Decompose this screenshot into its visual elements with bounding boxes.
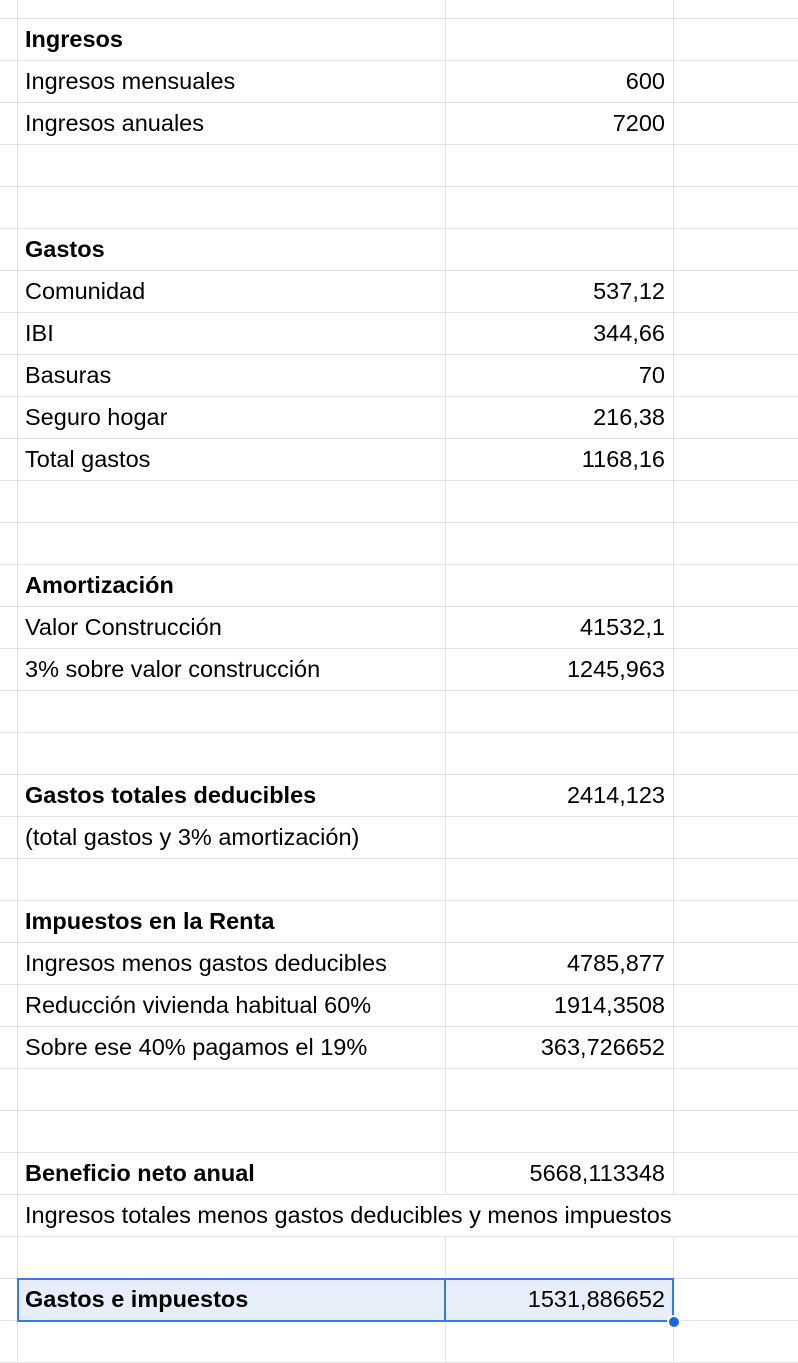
cell-label[interactable]: Gastos totales deducibles <box>25 782 317 808</box>
cell-value[interactable] <box>446 481 673 522</box>
cell-empty[interactable] <box>674 1237 798 1278</box>
cell-empty[interactable] <box>674 439 798 480</box>
cell-label[interactable]: IBI <box>25 320 54 346</box>
cell-empty[interactable] <box>674 103 798 144</box>
cell-value[interactable] <box>446 1069 673 1110</box>
cell-value[interactable] <box>446 145 673 186</box>
cell-label[interactable]: Ingresos <box>25 26 123 52</box>
cell-value[interactable] <box>446 565 673 606</box>
table-row <box>0 355 798 397</box>
cell-label[interactable]: Ingresos totales menos gastos deducibles y menos impuestos <box>18 1195 798 1236</box>
table-row <box>0 565 798 607</box>
cell-value[interactable] <box>446 733 673 774</box>
cell-label[interactable]: Ingresos anuales <box>25 110 204 136</box>
cell-label[interactable] <box>18 481 445 522</box>
cell-empty[interactable] <box>674 1153 798 1194</box>
cell-empty[interactable] <box>674 859 798 900</box>
cell-value[interactable] <box>446 19 673 60</box>
table-row <box>0 271 798 313</box>
table-row <box>0 817 798 859</box>
cell-label[interactable]: Ingresos menos gastos deducibles <box>25 950 387 976</box>
cell-empty[interactable] <box>674 313 798 354</box>
cell-label[interactable] <box>18 523 445 564</box>
table-row <box>0 1153 798 1195</box>
table-row <box>0 607 798 649</box>
table-row <box>0 397 798 439</box>
cell-value[interactable]: 5668,113348 <box>529 1160 665 1186</box>
cell-value[interactable]: 1245,963 <box>566 656 665 682</box>
table-row <box>0 187 798 229</box>
cell-label[interactable] <box>18 187 445 228</box>
cell-value[interactable] <box>446 0 673 18</box>
cell-value[interactable]: 1168,16 <box>581 446 665 472</box>
cell-empty[interactable] <box>674 817 798 858</box>
cell-empty[interactable] <box>674 607 798 648</box>
table-row <box>0 649 798 691</box>
cell-label[interactable] <box>18 1237 445 1278</box>
cell-empty[interactable] <box>674 1111 798 1152</box>
cell-value[interactable] <box>446 1237 673 1278</box>
cell-value[interactable]: 41532,1 <box>580 614 665 640</box>
cell-label[interactable] <box>18 1111 445 1152</box>
cell-value[interactable] <box>446 691 673 732</box>
cell-empty[interactable] <box>674 355 798 396</box>
cell-empty[interactable] <box>674 271 798 312</box>
cell-empty[interactable] <box>674 1027 798 1068</box>
cell-empty[interactable] <box>674 985 798 1026</box>
cell-empty[interactable] <box>674 187 798 228</box>
table-row <box>0 313 798 355</box>
table-row <box>0 0 798 19</box>
cell-value[interactable] <box>446 817 673 858</box>
cell-value[interactable] <box>446 901 673 942</box>
cell-value[interactable]: 344,66 <box>593 320 665 346</box>
cell-label[interactable]: Gastos e impuestos <box>18 1279 445 1320</box>
cell-value[interactable] <box>446 859 673 900</box>
cell-label[interactable] <box>18 859 445 900</box>
cell-empty[interactable] <box>674 649 798 690</box>
cell-value[interactable]: 537,12 <box>593 278 665 304</box>
cell-label[interactable]: Comunidad <box>25 278 146 304</box>
table-row <box>0 19 798 61</box>
cell-label[interactable] <box>18 1321 445 1362</box>
table-row <box>0 985 798 1027</box>
cell-empty[interactable] <box>674 19 798 60</box>
table-row <box>0 1279 798 1321</box>
cell-empty[interactable] <box>674 1321 798 1362</box>
cell-value[interactable]: 216,38 <box>593 404 665 430</box>
cell-empty[interactable] <box>674 61 798 102</box>
cell-value[interactable]: 1531,886652 <box>446 1279 673 1320</box>
cell-value[interactable] <box>446 1321 673 1362</box>
table-row <box>0 229 798 271</box>
cell-label[interactable]: Seguro hogar <box>25 404 168 430</box>
cell-empty[interactable] <box>674 943 798 984</box>
table-row <box>0 901 798 943</box>
table-row <box>0 145 798 187</box>
cell-label[interactable]: Ingresos mensuales <box>25 68 236 94</box>
cell-empty[interactable] <box>674 229 798 270</box>
cell-value[interactable]: 70 <box>638 362 665 388</box>
table-row <box>0 1195 798 1237</box>
cell-label[interactable] <box>18 691 445 732</box>
cell-label[interactable] <box>18 145 445 186</box>
cell-label[interactable]: Total gastos <box>25 446 151 472</box>
cell-label[interactable]: 3% sobre valor construcción <box>25 656 321 682</box>
table-row <box>0 1321 798 1363</box>
cell-label[interactable] <box>18 733 445 774</box>
cell-label[interactable] <box>18 1069 445 1110</box>
cell-label[interactable]: Gastos <box>25 236 105 262</box>
cell-empty[interactable] <box>674 1069 798 1110</box>
table-row <box>0 439 798 481</box>
cell-value[interactable]: 7200 <box>612 110 665 136</box>
cell-value[interactable]: 4785,877 <box>566 950 665 976</box>
table-row <box>0 61 798 103</box>
table-row <box>0 859 798 901</box>
cell-value[interactable] <box>446 1111 673 1152</box>
cell-value[interactable] <box>446 187 673 228</box>
table-row <box>0 481 798 523</box>
cell-empty[interactable] <box>674 733 798 774</box>
cell-empty[interactable] <box>674 1279 798 1320</box>
cell-value[interactable]: 2414,123 <box>566 782 665 808</box>
cell-label[interactable]: Beneficio neto anual <box>25 1160 255 1186</box>
cell-label[interactable]: Reducción vivienda habitual 60% <box>25 992 372 1018</box>
cell-empty[interactable] <box>674 397 798 438</box>
cell-empty[interactable] <box>674 523 798 564</box>
cell-label[interactable]: Impuestos en la Renta <box>25 908 275 934</box>
table-row <box>0 103 798 145</box>
cell-empty[interactable] <box>674 0 798 18</box>
cell-empty[interactable] <box>674 775 798 816</box>
table-row <box>0 943 798 985</box>
cell-label[interactable]: Valor Construcción <box>25 614 222 640</box>
table-row <box>0 1069 798 1111</box>
cell-label[interactable]: (total gastos y 3% amortización) <box>25 824 360 850</box>
cell-empty[interactable] <box>674 481 798 522</box>
cell-value[interactable] <box>446 523 673 564</box>
table-row <box>0 523 798 565</box>
table-row <box>0 1027 798 1069</box>
cell-empty[interactable] <box>674 565 798 606</box>
cell-value[interactable]: 1914,3508 <box>553 992 665 1018</box>
cell-value[interactable]: 363,726652 <box>540 1034 665 1060</box>
cell-label[interactable] <box>18 0 445 18</box>
table-row <box>0 775 798 817</box>
table-row <box>0 1237 798 1279</box>
cell-empty[interactable] <box>674 901 798 942</box>
cell-empty[interactable] <box>674 145 798 186</box>
cell-value[interactable]: 600 <box>625 68 665 94</box>
cell-value[interactable] <box>446 229 673 270</box>
cell-label[interactable]: Basuras <box>25 362 112 388</box>
cell-empty[interactable] <box>674 691 798 732</box>
table-row <box>0 1111 798 1153</box>
table-row <box>0 691 798 733</box>
cell-label[interactable]: Amortización <box>25 572 174 598</box>
table-row <box>0 733 798 775</box>
cell-label[interactable]: Sobre ese 40% pagamos el 19% <box>25 1034 368 1060</box>
